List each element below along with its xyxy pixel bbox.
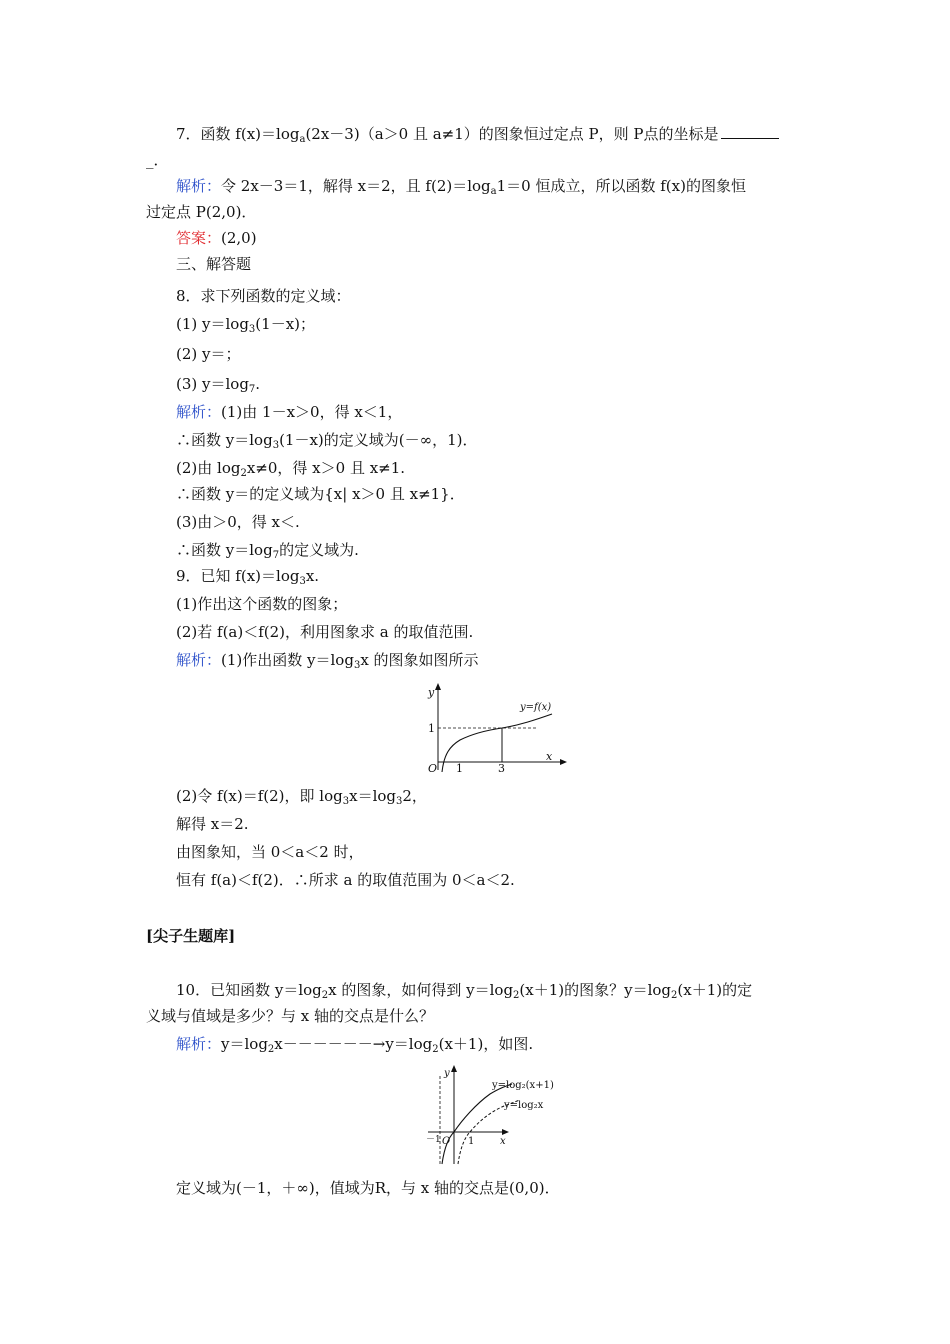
analysis-label: 解析： [176, 403, 222, 421]
y-label: y [444, 1068, 450, 1079]
y-tick-1: 1 [428, 722, 435, 735]
q9-analysis-1: 解析：(1)作出函数 $y=\log_3x$ 的图象如图所示 [176, 651, 479, 671]
origin-label: O [428, 762, 438, 774]
q8-analysis-1: 解析：(1)由 1－x＞0，得 x＜1， [176, 403, 403, 421]
q9-analysis-3: 解得 x＝2. [176, 815, 249, 833]
tick-1: 1 [456, 762, 463, 774]
q10-conclusion: 定义域为(－1，＋∞)，值域为R，与 x 轴的交点是(0,0)． [176, 1179, 560, 1197]
x-label: x [546, 750, 553, 763]
analysis-label: 解析： [176, 651, 222, 669]
q9-analysis-4: 由图象知，当 0＜a＜2 时， [176, 843, 364, 861]
q8-title: 8．求下列函数的定义域： [176, 287, 351, 305]
q8-analysis-4: ∴函数 y＝的定义域为{x| x＞0 且 x≠1}． [176, 485, 465, 503]
q8-part3: (3) $y=\log_7$. [176, 375, 261, 395]
q8-analysis-3: (2)由 $\log_2x\ne 0$，得 x＞0 且 x≠1. [176, 459, 406, 479]
tick-3: 3 [498, 762, 505, 774]
log2-shift-graph [420, 1064, 560, 1168]
origin-label: O [442, 1136, 451, 1147]
x-label: x [500, 1136, 506, 1147]
q9-title: 9．已知 $f(x)=\log_3x$. [176, 567, 320, 587]
x-axis-arrow [560, 759, 567, 765]
q9-analysis-2: (2)令 f(x)＝f(2)，即 $\log_3x=\log_32$， [176, 787, 427, 807]
curve-label: y=f(x) [520, 702, 552, 713]
q8-analysis-2: ∴函数 $y=\log_3(1-x)$的定义域为(－∞，1)． [176, 431, 478, 451]
y-label: y [428, 686, 435, 699]
tick-neg1: －1 [426, 1135, 441, 1145]
q8-analysis-5: (3)由＞0，得 x＜. [176, 513, 300, 531]
y-axis-arrow [435, 683, 441, 690]
analysis-label: 解析： [176, 177, 222, 195]
q9-analysis-5: 恒有 f(a)＜f(2)．∴所求 a 的取值范围为 0＜a＜2. [176, 871, 515, 889]
answer-blank[interactable] [721, 125, 779, 139]
q8-analysis-6: ∴函数 $y=\log_7$的定义域为. [176, 541, 359, 561]
q8-part2: (2) y＝； [176, 345, 241, 363]
log3-graph [420, 682, 568, 774]
q7-line1: 7．函数 $f(x)=\log_a(2x-3)(a>0$ 且 a≠1）的图象恒过定点 P，则 P点的坐标是 [176, 124, 779, 144]
analysis-label: 解析： [176, 1035, 222, 1053]
y-axis-arrow [451, 1065, 457, 1072]
section-heading: 三、解答题 [176, 255, 252, 273]
q9-part1: (1)作出这个函数的图象； [176, 595, 348, 613]
x-axis-arrow [502, 1129, 509, 1135]
q7-answer: 答案：(2,0) [176, 229, 257, 247]
q10-line1: 10．已知函数 $y=\log_2x$ 的图象，如何得到 $y=\log_2(x+1)$的图象？$y=\log_2(x+1)$的定 [176, 981, 753, 1001]
curve2-label: y=log₂x [504, 1100, 544, 1111]
answer-label: 答案： [176, 229, 222, 247]
q7-line2: _． [146, 151, 169, 169]
tick-1: 1 [468, 1136, 475, 1147]
q8-part1: (1) $y=\log_3(1-x)$； [176, 315, 316, 335]
q7-analysis: 解析：令 2x－3＝1，解得 x＝2，且 $f(2)=\log_a1=0$ 恒成立，所以函数 f(x)的图象恒 [176, 177, 746, 197]
curve1-label: y=log₂(x+1) [492, 1080, 554, 1091]
q9-part2: (2)若 f(a)＜f(2)，利用图象求 a 的取值范围. [176, 623, 474, 641]
bank-title: [尖子生题库] [146, 927, 236, 945]
q10-line2: 义域与值域是多少？与 x 轴的交点是什么？ [146, 1007, 434, 1025]
q7-analysis-2: 过定点 P(2,0)． [146, 203, 257, 221]
q10-analysis: 解析：$y=\log_2x------\to y=\log_2(x+1)$，如图. [176, 1035, 534, 1055]
